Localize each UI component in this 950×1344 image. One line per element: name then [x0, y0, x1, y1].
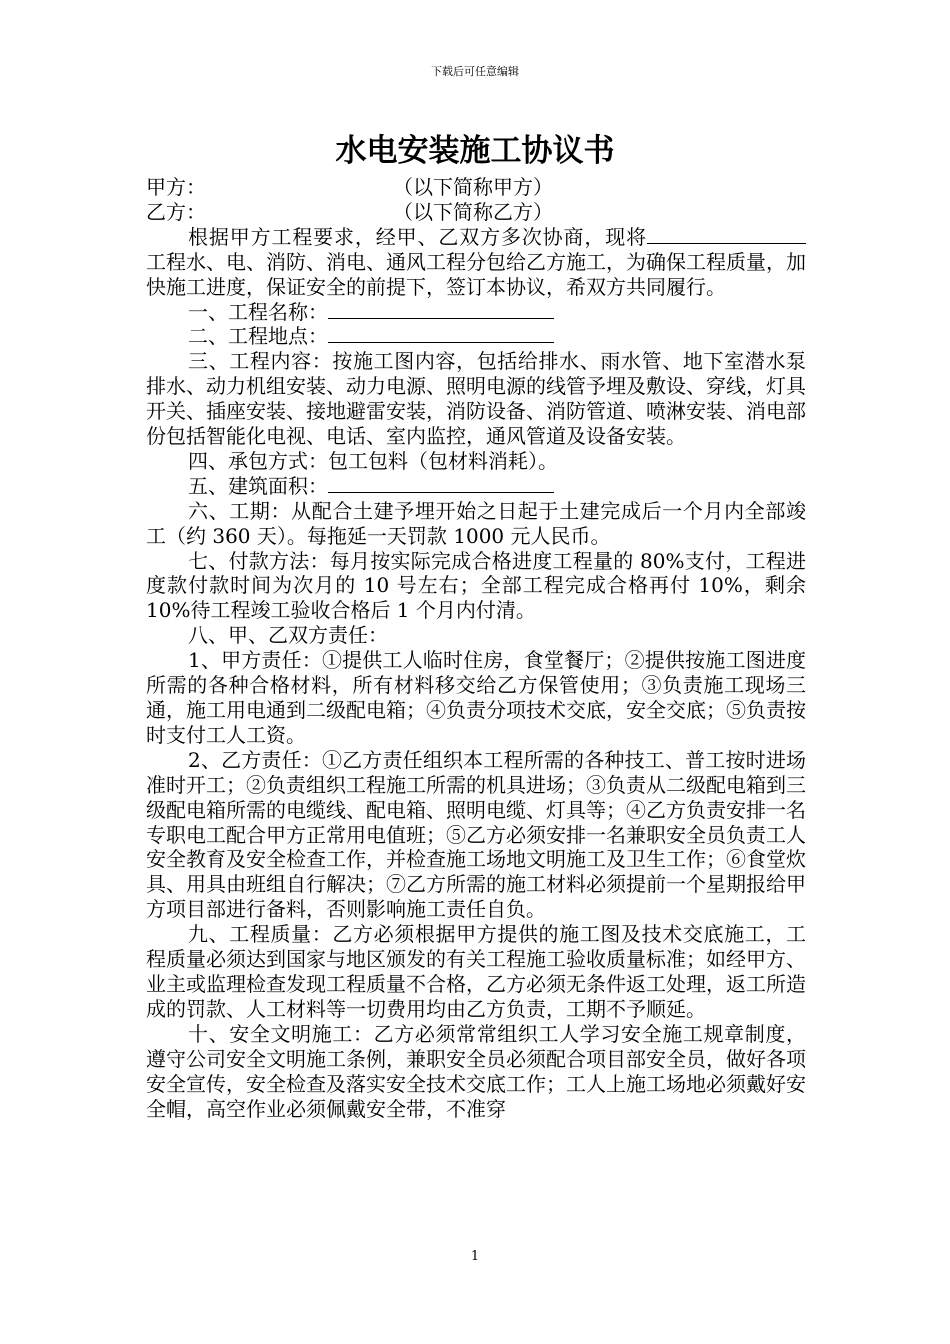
clause-safety: 十、安全文明施工：乙方必须常常组织工人学习安全施工规章制度，遵守公司安全文明施工条例，兼职安全员必须配合项目部安全员，做好各项安全宣传，安全检查及落实安全技术交底工作；工人上施工场地必须戴好安全帽，高空作业必须佩戴安全带，不准穿 [146, 1021, 806, 1121]
party-a-note: （以下简称甲方） [393, 175, 553, 199]
intro-text-before: 根据甲方工程要求，经甲、乙双方多次协商，现将 [188, 224, 647, 249]
party-b-label: 乙方： [146, 199, 206, 224]
intro-text-after: 工程水、电、消防、消电、通风工程分包给乙方施工，为确保工程质量，加快施工进度，保证安全的前提下，签订本协议，希双方共同履行。 [146, 249, 806, 299]
clause-responsibilities: 八、甲、乙双方责任： [188, 623, 388, 648]
intro-paragraph [146, 225, 806, 300]
clause-project-name [146, 300, 806, 325]
clause-quality: 九、工程质量：乙方必须根据甲方提供的施工图及技术交底施工，工程质量必须达到国家与地区颁发的有关工程施工验收质量标准；如经甲方、业主或监理检查发现工程质量不合格，乙方必须无条件返工处理，返工所造成的罚款、人工材料等一切费用均由乙方负责，工期不予顺延。 [146, 922, 806, 1021]
clause-payment: 七、付款方法：每月按实际完成合格进度工程量的 80%支付，工程进度款付款时间为次月的 10 号左右；全部工程完成合格再付 10%，剩余 10%待工程竣工验收合格后 1 个月内付清。 [146, 548, 806, 623]
building-area-blank [328, 474, 554, 493]
party-b-line [146, 200, 806, 225]
clause-contract-method: 四、承包方式：包工包料（包材料消耗）。 [188, 448, 558, 473]
clause-1-label: 一、工程名称： [188, 299, 328, 324]
clause-project-location [146, 324, 806, 349]
clause-2-label: 二、工程地点： [188, 324, 328, 349]
party-b-note: （以下简称乙方） [393, 199, 553, 224]
project-name-blank [328, 300, 554, 319]
document-title: 水电安装施工协议书 [335, 133, 615, 169]
project-location-blank [328, 324, 554, 343]
clause-party-a-responsibility: 1、甲方责任：①提供工人临时住房，食堂餐厅；②提供按施工图进度所需的各种合格材料，所有材料移交给乙方保管使用；③负责施工现场三通，施工用电通到二级配电箱；④负责分项技术交底，安全交底；⑤负责按时支付工人工资。 [146, 648, 806, 747]
clause-party-b-responsibility: 2、乙方责任：①乙方责任组织本工程所需的各种技工、普工按时进场准时开工；②负责组织工程施工所需的机具进场；③负责从二级配电箱到三级配电箱所需的电缆线、配电箱、照明电缆、灯具等；④乙方负责安排一名专职电工配合甲方正常用电值班；⑤乙方必须安排一名兼职安全员负责工人安全教育及安全检查工作，并检查施工场地文明施工及卫生工作；⑥食堂炊具、用具由班组自行解决；⑦乙方所需的施工材料必须提前一个星期报给甲方项目部进行备料，否则影响施工责任自负。 [146, 747, 806, 922]
project-blank-underline [647, 225, 709, 244]
header-note: 下载后可任意编辑 [431, 65, 519, 78]
document-body [146, 175, 806, 1121]
clause-5-label: 五、建筑面积： [188, 473, 328, 498]
clause-building-area [146, 474, 806, 499]
party-a-line [146, 175, 806, 200]
clause-schedule: 六、工期：从配合土建予埋开始之日起于土建完成后一个月内全部竣工（约 360 天）。每拖延一天罚款 1000 元人民币。 [146, 498, 806, 548]
project-blank-underline-continued [709, 225, 806, 244]
page-number: 1 [470, 1249, 480, 1264]
party-a-label: 甲方： [146, 175, 206, 199]
clause-project-content: 三、工程内容：按施工图内容，包括给排水、雨水管、地下室潜水泵排水、动力机组安装、动力电源、照明电源的线管予埋及敷设、穿线，灯具开关、插座安装、接地避雷安装，消防设备、消防管道、喷淋安装、消电部份包括智能化电视、电话、室内监控，通风管道及设备安装。 [146, 349, 806, 449]
